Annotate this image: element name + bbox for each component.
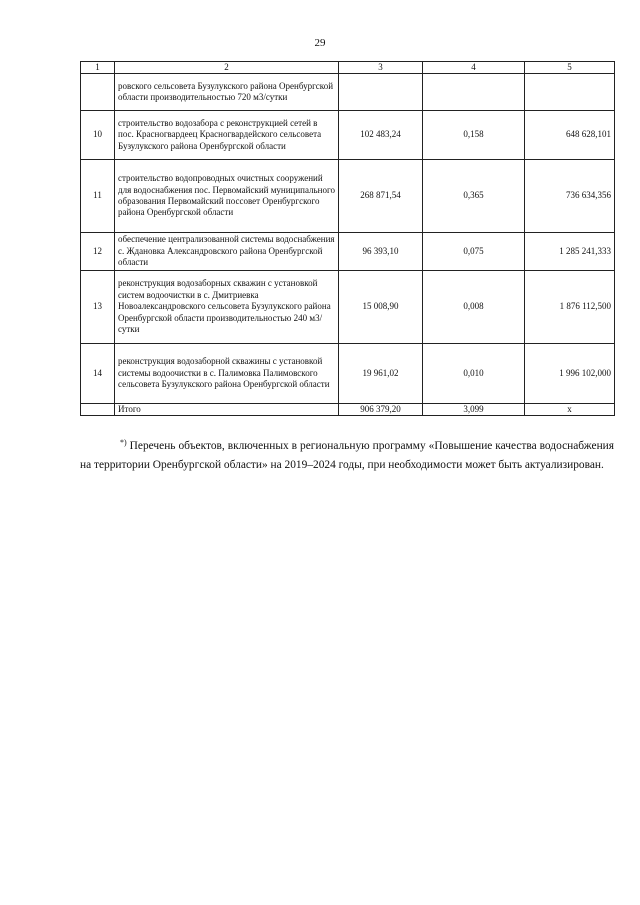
unit-cost-cell: 648 628,101 bbox=[525, 111, 615, 160]
table-row bbox=[81, 111, 615, 160]
row-number: 10 bbox=[81, 111, 115, 160]
object-name: строительство водопроводных очистных сооружений для водоснабжения пос. Первомайский муниципального образования Первомайский поссовет Оренбургского района Оренбургской области bbox=[115, 160, 339, 233]
table-row bbox=[81, 344, 615, 404]
capacity-cell: 0,365 bbox=[423, 160, 525, 233]
unit-cost-cell: 736 634,356 bbox=[525, 160, 615, 233]
row-number: 14 bbox=[81, 344, 115, 404]
object-name: реконструкция водозаборных скважин с установкой систем водоочистки в с. Дмитриевка Новоалександровского сельсовета Бузулукского района Оренбургской области производительностью 240 м3/сутки bbox=[115, 271, 339, 344]
header-cell: 2 bbox=[115, 62, 339, 74]
cost-cell: 268 871,54 bbox=[339, 160, 423, 233]
row-number bbox=[81, 74, 115, 111]
table-row bbox=[81, 74, 615, 111]
table-row bbox=[81, 160, 615, 233]
object-name: реконструкция водозаборной скважины с установкой системы водоочистки в с. Палимовка Палимовского сельсовета Бузулукского района Оренбургской области bbox=[115, 344, 339, 404]
capacity-cell bbox=[423, 74, 525, 111]
total-unit-cost: х bbox=[525, 404, 615, 416]
unit-cost-cell: 1 285 241,333 bbox=[525, 233, 615, 271]
total-cost: 906 379,20 bbox=[339, 404, 423, 416]
table-row bbox=[81, 233, 615, 271]
total-row bbox=[81, 404, 615, 416]
capacity-cell: 0,158 bbox=[423, 111, 525, 160]
header-cell: 3 bbox=[339, 62, 423, 74]
header-cell: 4 bbox=[423, 62, 525, 74]
unit-cost-cell: 1 876 112,500 bbox=[525, 271, 615, 344]
capacity-cell: 0,075 bbox=[423, 233, 525, 271]
row-number: 11 bbox=[81, 160, 115, 233]
object-name: обеспечение централизованной системы водоснабжения с. Ждановка Александровского района Оренбургской области bbox=[115, 233, 339, 271]
total-capacity: 3,099 bbox=[423, 404, 525, 416]
row-number: 13 bbox=[81, 271, 115, 344]
capacity-cell: 0,010 bbox=[423, 344, 525, 404]
footnote-text: Перечень объектов, включенных в региональную программу «Повышение качества водоснабжения на территории Оренбургской области» на 2019–2024 годы, при необходимости может быть актуализирован. bbox=[80, 440, 614, 471]
cost-cell bbox=[339, 74, 423, 111]
table-header-row bbox=[81, 62, 615, 74]
table-row bbox=[81, 271, 615, 344]
cost-cell: 102 483,24 bbox=[339, 111, 423, 160]
footnote-marker: *) bbox=[120, 438, 127, 447]
unit-cost-cell: 1 996 102,000 bbox=[525, 344, 615, 404]
objects-table bbox=[80, 61, 615, 416]
header-cell: 5 bbox=[525, 62, 615, 74]
capacity-cell: 0,008 bbox=[423, 271, 525, 344]
page-number: 29 bbox=[314, 37, 326, 49]
cost-cell: 96 393,10 bbox=[339, 233, 423, 271]
footnote bbox=[80, 437, 614, 475]
header-cell: 1 bbox=[81, 62, 115, 74]
total-label: Итого bbox=[115, 404, 339, 416]
object-name: строительство водозабора с реконструкцией сетей в пос. Красногвардеец Красногвардейского сельсовета Бузулукского района Оренбургской области bbox=[115, 111, 339, 160]
unit-cost-cell bbox=[525, 74, 615, 111]
cost-cell: 19 961,02 bbox=[339, 344, 423, 404]
object-name: ровского сельсовета Бузулукского района Оренбургской области производительностью 720 м3/сутки bbox=[115, 74, 339, 111]
cost-cell: 15 008,90 bbox=[339, 271, 423, 344]
total-number-cell bbox=[81, 404, 115, 416]
row-number: 12 bbox=[81, 233, 115, 271]
